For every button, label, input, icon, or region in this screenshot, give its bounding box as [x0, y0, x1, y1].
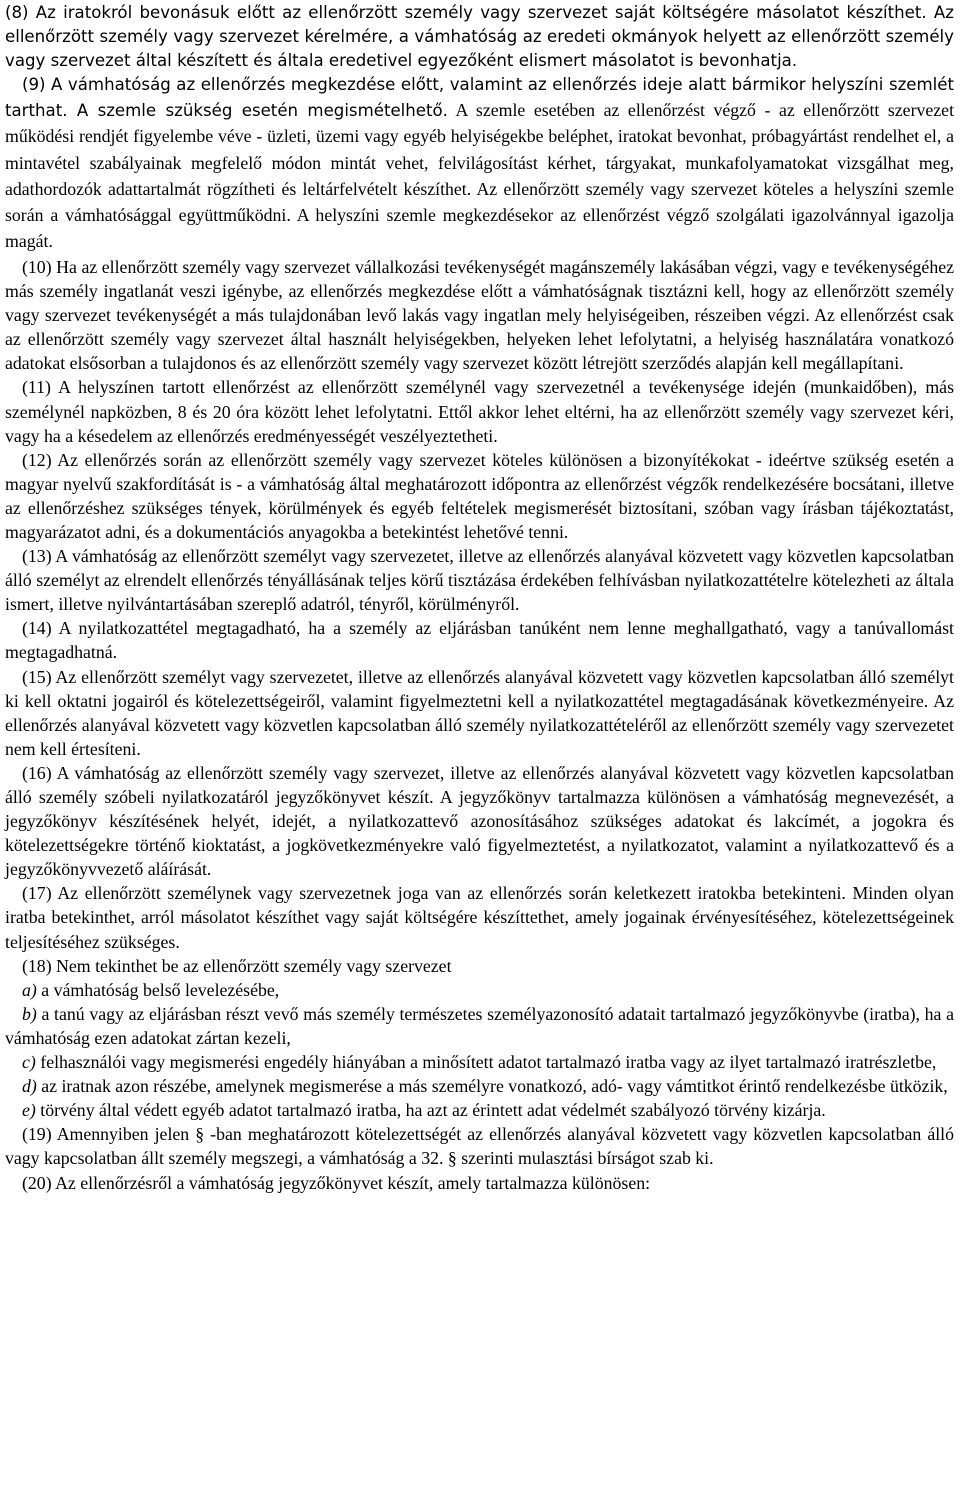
paragraph-17: (17) Az ellenőrzött személynek vagy szervezetnek joga van az ellenőrzés során keletkezett iratokba betekinteni. Minden olyan iratba betekinthet, arról másolatot készíthet vagy saját költségére készíttethet, amely jogainak érvényesítéséhez, kötelezettségeinek teljesítéséhez szükséges.: [5, 883, 954, 952]
list-text-d: az iratnak azon részébe, amelynek megismerése a más személyre vonatkozó, adó- vagy vámtitkot érintő rendelkezésbe ütközik,: [36, 1076, 948, 1097]
list-item-c: [5, 1050, 954, 1074]
list-text-a: a vámhatóság belső levelezésébe,: [36, 979, 280, 1000]
paragraph-16: (16) A vámhatóság az ellenőrzött személy vagy szervezet, illetve az ellenőrzés alanyával közvetett vagy közvetlen kapcsolatban álló személy szóbeli nyilatkozatáról jegyzőkönyvet készít. A jegyzőkönyv tartalmazza különösen a vámhatóság megnevezését, a jegyzőkönyv készítésének helyét, idejét, a nyilatkozattevő azonosításához szükséges adatokat és lakcímét, a jogokra és kötelezettségekre történő kioktatást, a jogkövetkezményekre való figyelmeztetést, a nyilatkozatot, valamint a nyilatkozattevő és a jegyzőkönyvvezető aláírását.: [5, 762, 954, 880]
paragraph-18-intro: (18) Nem tekinthet be az ellenőrzött személy vagy szervezet: [22, 955, 452, 976]
list-item-d: [5, 1074, 954, 1098]
paragraph-9-part-2: A szemle esetében az ellenőrzést végző - az ellenőrzött szervezet működési rendjét figyelembe véve - üzleti, üzemi vagy egyéb helyiségekbe beléphet, iratokat bevonhat, próbagyártást rendelhet el, a mintavétel szabályainak megfelelő módon mintát vehet, felvilágosítást kérhet, tárgyakat, munkafolyamatokat vizsgálhat meg, adathordozók adattartalmát rögzítheti és leltárfelvételt készíthet. Az ellenőrzött személy vagy szervezet köteles a helyszíni szemle során a vámhatósággal együttműködni. A helyszíni szemle megkezdésekor az ellenőrzést végző szolgálati igazolvánnyal igazolja magát.: [5, 100, 955, 251]
list-text-c: felhasználói vagy megismerési engedély hiányában a minősített adatot tartalmazó iratba vagy az ilyet tartalmazó iratrészletbe,: [35, 1052, 937, 1073]
paragraph-8: (8) Az iratokról bevonásuk előtt az ellenőrzött személy vagy szervezet saját költségére másolatot készíthet. Az ellenőrzött személy vagy szervezet kérelmére, a vámhatóság az eredeti okmányok helyett az ellenőrzött személy vagy szervezet által készített és általa eredetivel egyezőként elismert másolatot is bevonhatja.: [5, 3, 954, 71]
list-item-a: [5, 978, 954, 1002]
paragraph-15: (15) Az ellenőrzött személyt vagy szervezetet, illetve az ellenőrzés alanyával közvetett vagy közvetlen kapcsolatban álló személyt ki kell oktatni jogairól és kötelezettségeiről, valamint figyelmeztetni kell a nyilatkozattétel megtagadásának következményeire. Az ellenőrzés alanyával közvetett vagy közvetlen kapcsolatban álló személy nyilatkozattételéről az ellenőrzött személy vagy szervezetet nem kell értesíteni.: [5, 666, 954, 759]
list-marker-c: c): [22, 1052, 36, 1073]
paragraph-20: (20) Az ellenőrzésről a vámhatóság jegyzőkönyvet készít, amely tartalmazza különösen:: [22, 1172, 651, 1193]
list-item-e: [5, 1098, 954, 1122]
list-marker-a: a): [22, 979, 37, 1000]
paragraph-11: (11) A helyszínen tartott ellenőrzést az ellenőrzött személynél vagy szervezetnél a tevékenysége idején (munkaidőben), más személynél napközben, 8 és 20 óra között lehet lefolytatni. Ettől akkor lehet eltérni, ha az ellenőrzött személy vagy szervezet kéri, vagy ha a késedelem az ellenőrzés eredményességét veszélyeztetheti.: [5, 377, 954, 446]
paragraph-10: (10) Ha az ellenőrzött személy vagy szervezet vállalkozási tevékenységét magánszemély lakásában végzi, vagy e tevékenységéhez más személy ingatlanát veszi igénybe, az ellenőrzés megkezdése előtt a vámhatóságnak tisztázni kell, hogy az ellenőrzött személy vagy szervezet tevékenységét a más tulajdonában levő lakás vagy ingatlan mely helyiségeiben, részeiben végzi. Az ellenőrzést csak az ellenőrzött személy vagy szervezet által használt helyiségekben, helyeken lehet lefolytatni, a helyiség használatára vonatkozó adatokat elsősorban a tulajdonos és az ellenőrzött személy vagy szervezet között létrejött szerződés alapján kell megállapítani.: [5, 256, 954, 374]
paragraph-13: (13) A vámhatóság az ellenőrzött személyt vagy szervezetet, illetve az ellenőrzés alanyával közvetett vagy közvetlen kapcsolatban álló személyt az elrendelt ellenőrzés tényállásának teljes körű tisztázása érdekében felhívásban nyilatkozattételre kötelezheti az általa ismert, illetve nyilvántartásában szereplő adatról, tényről, körülményről.: [5, 546, 954, 615]
list-marker-d: d): [22, 1076, 37, 1097]
paragraph-19: (19) Amennyiben jelen § -ban meghatározott kötelezettségét az ellenőrzés alanyával közvetett vagy közvetlen kapcsolatban álló vagy kapcsolatban állt személy megszegi, a vámhatóság a 32. § szerinti mulasztási bírságot szab ki.: [5, 1124, 954, 1169]
list-text-e: törvény által védett egyéb adatot tartalmazó iratba, ha azt az érintett adat védelmét szabályozó törvény kizárja.: [35, 1100, 826, 1121]
list-marker-e: e): [22, 1100, 36, 1121]
list-text-b: a tanú vagy az eljárásban részt vevő más személy természetes személyazonosító adatait tartalmazó jegyzőkönyvbe (iratba), ha a vámhatóság ezen adatokat zártan kezeli,: [5, 1003, 954, 1048]
paragraph-14: (14) A nyilatkozattétel megtagadható, ha a személy az eljárásban tanúként nem lenne meghallgatható, vagy a tanúvallomást megtagadhatná.: [5, 618, 954, 663]
list-marker-b: b): [22, 1003, 37, 1024]
paragraph-9-part-1: (9) A vámhatóság az ellenőrzés megkezdése előtt, valamint az ellenőrzés ideje alatt bármikor helyszíni szemlét tarthat. A szemle szükség esetén megismételhető.: [5, 75, 954, 121]
paragraph-9: [5, 73, 954, 255]
paragraph-12: (12) Az ellenőrzés során az ellenőrzött személy vagy szervezet köteles különösen a bizonyítékokat - ideértve szükség esetén a magyar nyelvű szakfordítását is - a vámhatóság által meghatározott időpontra az ellenőrzést végzők rendelkezésére bocsátani, illetve az ellenőrzéshez szükséges tények, körülmények és egyéb feltételek megismerését biztosítani, szóban vagy írásban tájékoztatást, magyarázatot adni, és a dokumentációs anyagokba a betekintést lehetővé tenni.: [5, 449, 954, 542]
list-item-b: [5, 1002, 954, 1050]
